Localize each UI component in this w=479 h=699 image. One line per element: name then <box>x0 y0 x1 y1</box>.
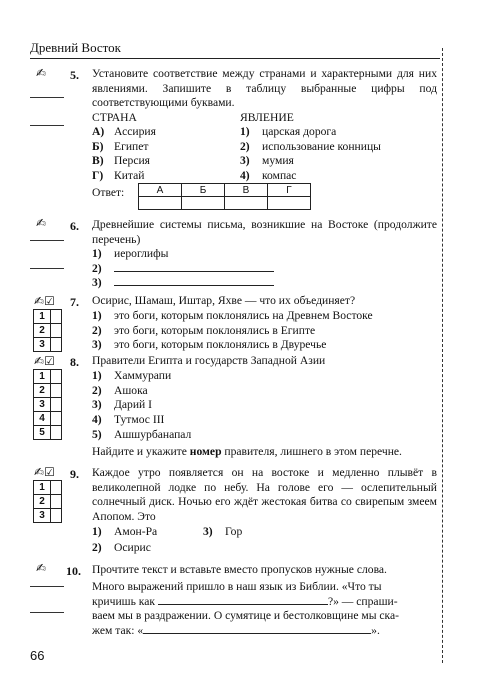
answer-grid: 1 2 3 4 5 <box>33 369 62 440</box>
page-number: 66 <box>30 648 45 663</box>
answer-cell-a[interactable] <box>139 197 182 210</box>
q7-options <box>92 309 373 353</box>
header-rule <box>30 58 440 59</box>
question-6-number: 6. <box>70 219 79 233</box>
list-item[interactable]: 3) Дарий I <box>92 398 153 412</box>
question-5-number: 5. <box>70 68 79 82</box>
blank-line[interactable] <box>158 604 328 605</box>
pencil-icon: ✍☑ <box>34 354 55 368</box>
list-item[interactable]: 3) это боги, которым поклонялись в Двуречье <box>92 338 327 352</box>
q9-option-1[interactable]: 1) Амон-Ра <box>92 525 158 538</box>
list-item: 1) иероглифы <box>92 247 169 260</box>
blank-line[interactable] <box>114 285 274 286</box>
answer-label: Ответ: <box>92 186 125 199</box>
country-list <box>92 125 156 184</box>
question-7-number: 7. <box>70 295 79 309</box>
column-country-title: СТРАНА <box>92 111 137 124</box>
list-item[interactable]: 1) это боги, которым поклонялись на Древнем Востоке <box>92 309 373 322</box>
question-9-number: 9. <box>70 467 79 481</box>
list-item: Г) Китай <box>92 169 145 183</box>
answer-header: Г <box>268 184 311 197</box>
list-item: Б) Египет <box>92 139 149 153</box>
question-7-text: Осирис, Шамаш, Иштар, Яхве — что их объединяет? <box>92 294 356 307</box>
question-8-text: Правители Египта и государств Западной Азии <box>92 354 326 367</box>
list-item: 2) <box>92 262 274 277</box>
answer-cell-b[interactable] <box>182 197 225 210</box>
question-9-text: Каждое утро появляется он на востоке и медленно плывёт в великолепной лодке по небу. На голове его — ослепительный солнечный диск. Ночью его ждёт жестокая битва со свирепым змеем Апопом. Это <box>92 466 437 524</box>
pencil-icon: ✍☑ <box>34 465 55 479</box>
list-item: 4) компас <box>240 169 297 183</box>
pencil-icon: ✍ <box>36 66 47 80</box>
answer-grid: 1 2 3 <box>33 480 62 523</box>
question-5-text: Установите соответствие между странами и характерными для них явлениями. Запишите в таблицу выбранные цифры под соответствующими буквами. <box>92 67 437 110</box>
checkbox-icon: ☑ <box>44 294 55 308</box>
answer-header: Б <box>182 184 225 197</box>
score-line <box>30 612 64 613</box>
pencil-icon: ✍ <box>36 216 47 230</box>
list-item[interactable]: 4) Тутмос III <box>92 413 165 427</box>
checkbox-icon: ☑ <box>44 465 55 479</box>
pencil-icon: ✍☑ <box>34 294 55 308</box>
score-line <box>30 586 64 587</box>
score-line <box>30 125 64 126</box>
question-10-text: Прочтите текст и вставьте вместо пропусков нужные слова. <box>92 563 387 576</box>
blank-line[interactable] <box>114 271 274 272</box>
answer-header: А <box>139 184 182 197</box>
question-8-number: 8. <box>70 355 79 369</box>
q9-option-2[interactable]: 2) Осирис <box>92 541 151 554</box>
list-item[interactable]: 2) это боги, которым поклонялись в Египте <box>92 323 316 337</box>
list-item: В) Персия <box>92 154 150 168</box>
column-phenomenon-title: ЯВЛЕНИЕ <box>240 111 294 124</box>
question-10-passage: Много выражений пришло в наш язык из Библии. «Что ты кричишь как ?» — спраши- ваем мы в раздражении. О сумятице и бестолковщине мы ска- жем так: « ». <box>92 580 400 638</box>
question-10-number: 10. <box>66 564 81 578</box>
answer-cell-v[interactable] <box>225 197 268 210</box>
answer-cell-g[interactable] <box>268 197 311 210</box>
checkbox-icon: ☑ <box>44 354 55 368</box>
list-item[interactable]: 2) Ашока <box>92 383 148 397</box>
question-8-instruction: Найдите и укажите номер правителя, лишнего в этом перечне. <box>92 445 402 458</box>
list-item: 3) мумия <box>240 154 294 168</box>
list-item: 2) использование конницы <box>240 139 381 153</box>
answer-grid: 1 2 3 <box>33 309 62 352</box>
score-line <box>30 268 64 269</box>
q9-option-3[interactable]: 3) Гор <box>203 525 243 538</box>
list-item: 3) <box>92 276 274 291</box>
phenomenon-list <box>240 125 381 184</box>
score-line <box>30 97 64 98</box>
list-item[interactable]: 1) Хаммурапи <box>92 369 172 382</box>
list-item: А) Ассирия <box>92 125 156 138</box>
blank-line[interactable] <box>143 633 371 634</box>
score-line <box>30 240 64 241</box>
margin-dashed-line <box>442 48 443 663</box>
list-item: 1) царская дорога <box>240 125 337 138</box>
answer-header: В <box>225 184 268 197</box>
writing-systems-list <box>92 247 274 291</box>
pencil-icon: ✍ <box>36 561 47 575</box>
list-item[interactable]: 5) Ашшурбанапал <box>92 427 192 441</box>
rulers-list <box>92 369 191 443</box>
page-header-title: Древний Восток <box>30 40 121 55</box>
question-6-text: Древнейшие системы письма, возникшие на Востоке (продолжите перечень) <box>92 218 437 246</box>
answer-table <box>138 183 311 210</box>
